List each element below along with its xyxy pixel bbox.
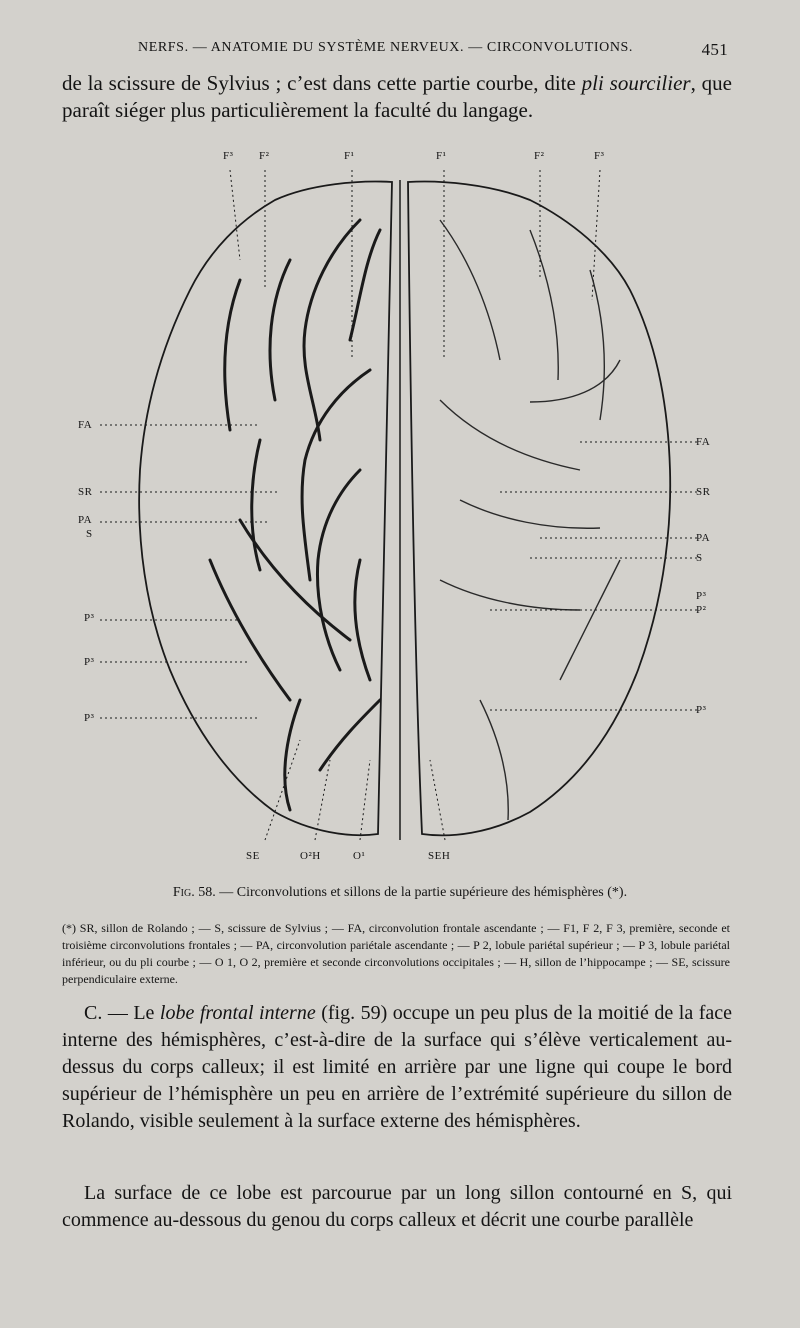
page-number: 451 (701, 40, 728, 59)
label-f1-left: F¹ (344, 150, 355, 162)
label-f2-left: F² (259, 150, 270, 162)
right-hemisphere-outline (408, 182, 670, 836)
running-header (138, 40, 728, 60)
lead-italic: pli sourcilier (581, 71, 691, 95)
paragraph-lobe-frontal (62, 1000, 732, 1135)
label-s-right: S (696, 552, 703, 564)
label-pa-left: PA (78, 514, 93, 526)
brain-figure (60, 140, 740, 870)
label-p3-left-a: P³ (84, 612, 95, 624)
left-hemisphere-outline (139, 182, 392, 836)
label-s-left: S (86, 528, 93, 540)
label-f1-right: F¹ (436, 150, 447, 162)
lead-text-a: de la scissure de Sylvius ; c’est dans cette partie courbe, dite (62, 71, 582, 95)
brain-illustration (60, 140, 740, 870)
label-p2-right: P² (696, 604, 707, 616)
label-f2-right: F² (534, 150, 545, 162)
label-sr-left: SR (78, 486, 93, 498)
p1-rest: (fig. 59) occupe un peu plus de la moitié de la face interne des hémisphères, c’est-à-dire de la surface qui s’élève verticalement au-dessus du corps calleux; il est limité en arrière par une ligne qui coupe le bord supérieur de l’hémisphère un peu en arrière de l’extrémité supérieure du sillon de Rolando, visible seulement à la surface externe des hémisphères. (62, 1002, 733, 1132)
p1-start: C. — Le (84, 1002, 160, 1024)
label-o1: O¹ (353, 850, 366, 862)
label-fa-left: FA (78, 419, 93, 431)
label-se: SE (246, 850, 260, 862)
label-f3-right: F³ (594, 150, 605, 162)
label-seh: SEH (428, 850, 451, 862)
label-o2h: O²H (300, 850, 321, 862)
lead-text-b: , que paraît siéger plus particulièrement la faculté du langage. (62, 71, 732, 122)
lead-paragraph (62, 70, 732, 124)
label-sr-right: SR (696, 486, 711, 498)
label-p3-right-a: P³ (696, 590, 707, 602)
running-title: NERFS. — ANATOMIE DU SYSTÈME NERVEUX. — CIRCONVOLUTIONS. (138, 40, 634, 55)
label-p3-right-b: P³ (696, 704, 707, 716)
caption-fig-number: Fig. 58. (172, 885, 216, 900)
label-fa-right: FA (696, 436, 711, 448)
label-p3-left-c: P³ (84, 712, 95, 724)
p1-italic: lobe frontal interne (159, 1002, 316, 1024)
figure-caption (0, 885, 800, 901)
paragraph-surface: La surface de ce lobe est parcourue par un long sillon contourné en S, qui commence au-dessous du genou du corps calleux et décrit une courbe parallèle (62, 1182, 732, 1231)
label-f3-left: F³ (223, 150, 234, 162)
caption-text: — Circonvolutions et sillons de la partie supérieure des hémisphères (*). (215, 885, 628, 900)
figure-legend: (*) SR, sillon de Rolando ; — S, scissure de Sylvius ; — FA, circonvolution frontale ascendante ; — F1, F 2, F 3, première, seconde et troisième circonvolutions frontales ; — PA, circonvolution pariétale ascendante ; — P 2, lobule pariétal supérieur ; — P 3, lobule pariétal inférieur, ou du pli courbe ; — O 1, O 2, première et seconde circonvolutions occipitales ; — H, sillon de l’hippocampe ; — SE, scissure perpendiculaire externe. (62, 921, 730, 986)
label-p3-left-b: P³ (84, 656, 95, 668)
label-pa-right: PA (696, 532, 711, 544)
